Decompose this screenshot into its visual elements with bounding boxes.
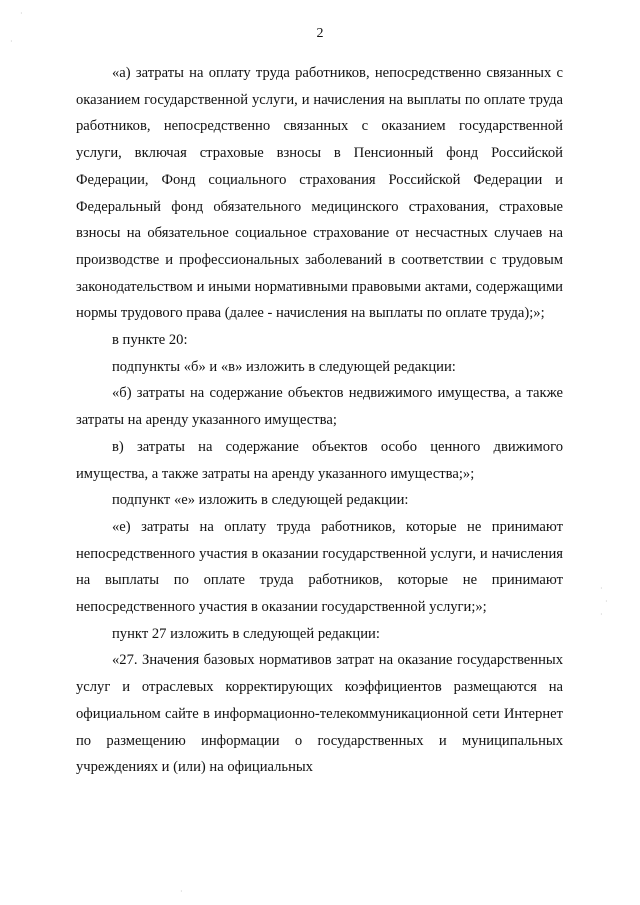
paragraph-point-27: пункт 27 изложить в следующей редакции: xyxy=(112,625,380,642)
paragraph-point-20: в пункте 20: xyxy=(112,332,188,349)
paragraph-subitems-b-v: подпункты «б» и «в» изложить в следующей редакции: xyxy=(112,358,456,375)
scan-speck: · xyxy=(10,37,13,46)
document-body xyxy=(76,60,563,781)
paragraph-item-a: «а) затраты на оплату труда работников, непосредственно связанных с оказанием государственной услуги, и начисления на выплаты по оплате труда работников, непосредственно связанных с оказанием государственной услуги, включая страховые взносы в Пенсионный фонд Российской Федерации, Фонд социального страхования Российской Федерации и Федеральный фонд обязательного медицинского страхования, страховые взносы на обязательное социальное страхование от несчастных случаев на производстве и профессиональных заболеваний в соответствии с трудовым законодательством и иными нормативными правовыми актами, содержащими нормы трудового права (далее - начисления на выплаты по оплате труда);»; xyxy=(76,65,563,322)
paragraph-item-v: в) затраты на содержание объектов особо ценного движимого имущества, а также затраты на аренду указанного имущества;»; xyxy=(76,438,563,482)
paragraph-subitem-e: подпункт «е» изложить в следующей редакции: xyxy=(112,492,409,509)
scan-speck: · xyxy=(600,584,603,593)
scan-speck: · xyxy=(605,597,608,606)
scan-speck: · xyxy=(600,610,603,619)
page-number: 2 xyxy=(316,26,324,41)
paragraph-item-27: «27. Значения базовых нормативов затрат на оказание государственных услуг и отраслевых корректирующих коэффициентов размещаются на официальном сайте в информационно-телекоммуникационной сети Интернет по размещению информации о государственных и муниципальных учреждениях и (или) на официальных xyxy=(76,652,563,776)
paragraph-item-e: «е) затраты на оплату труда работников, которые не принимают непосредственного участия в оказании государственной услуги, и начисления на выплаты по оплате труда работников, которые не принимают непосредственного участия в оказании государственной услуги;»; xyxy=(76,518,563,616)
scan-speck: · xyxy=(20,9,23,18)
scan-speck: · xyxy=(180,887,183,896)
paragraph-item-b: «б) затраты на содержание объектов недвижимого имущества, а также затраты на аренду указанного имущества; xyxy=(76,385,563,429)
